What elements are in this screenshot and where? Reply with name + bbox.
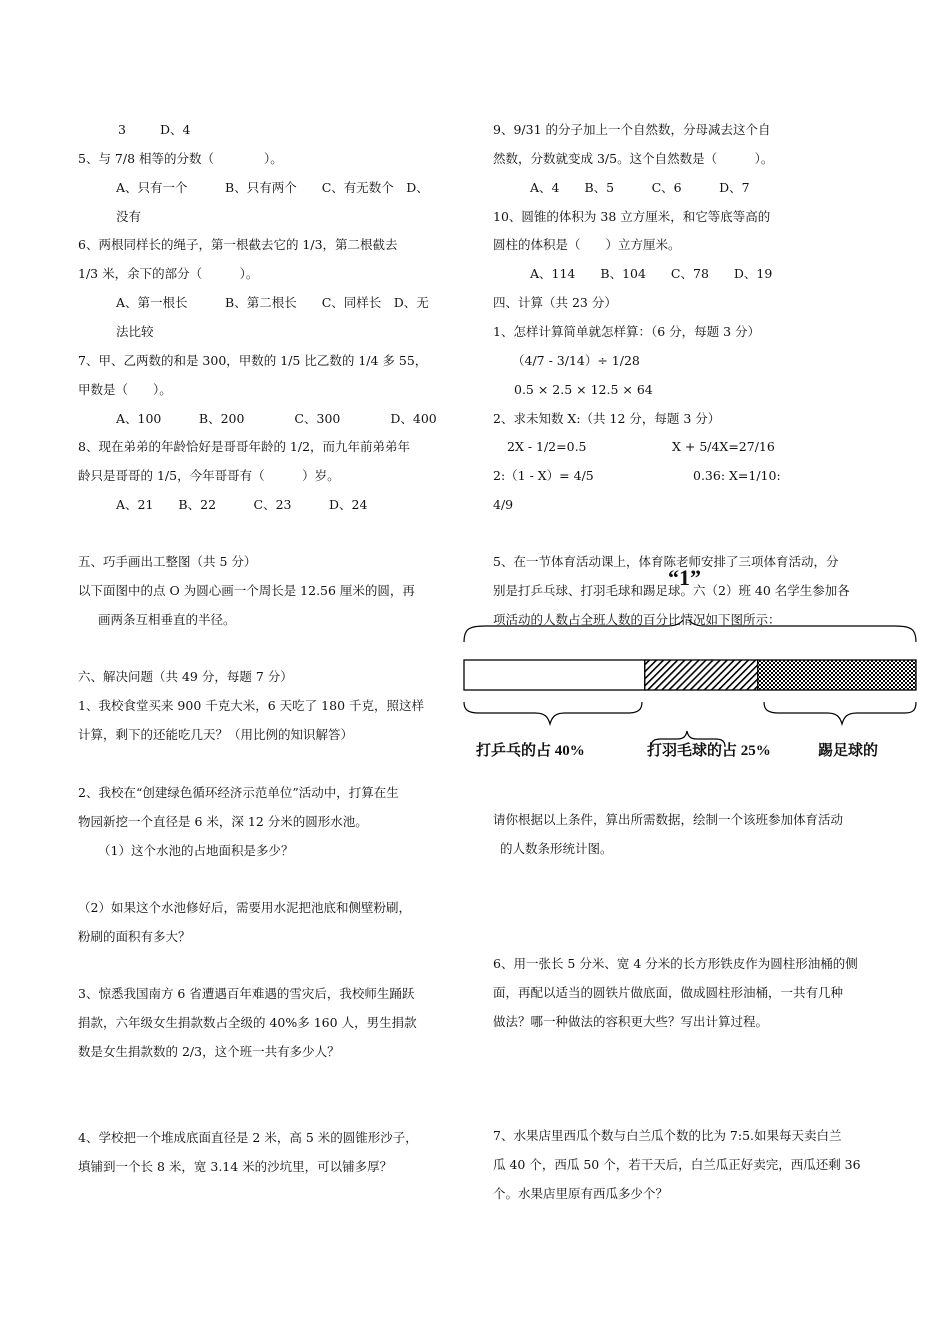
problem-5-ask-1: 请你根据以上条件，算出所需数据，绘制一个该班参加体育活动	[493, 812, 844, 827]
q6-stem-1: 6、两根同样长的绳子，第一根截去它的 1/3，第二根截去	[78, 237, 398, 252]
pingpong-label: 打乒乓的占 40%	[476, 743, 585, 759]
q6-stem-2: 1/3 米，余下的部分（ ）。	[78, 266, 259, 281]
problem-1-line-2: 计算，剩下的还能吃几天？（用比例的知识解答）	[78, 727, 354, 742]
problem-3-line-2: 捐款，六年级女生捐款数占全级的 40%多 160 人，男生捐款	[78, 1015, 417, 1030]
problem-5-line-1: 5、在一节体育活动课上，体育陈老师安排了三项体育活动，分	[493, 554, 839, 569]
q4-option-c-tail: 3	[118, 122, 126, 137]
q7-stem-1: 7、甲、乙两数的和是 300，甲数的 1/5 比乙数的 1/4 多 55，	[78, 353, 428, 368]
q6-options: A、第一根长 B、第二根长 C、同样长 D、无	[116, 295, 429, 310]
problem-7-line-1: 7、水果店里西瓜个数与白兰瓜个数的比为 7:5.如果每天卖白兰	[493, 1128, 842, 1143]
problem-7-line-2: 瓜 40 个，西瓜 50 个，若干天后，白兰瓜正好卖完，西瓜还剩 36	[493, 1157, 861, 1172]
football-label: 踢足球的	[818, 743, 879, 759]
calc-2-a: 2X - 1/2=0.5	[507, 439, 587, 454]
problem-2-sub-1: （1）这个水池的占地面积是多少？	[98, 843, 294, 858]
calc-1-a: （4/7 - 3/14）÷ 1/28	[512, 353, 640, 368]
calc-2-d: 0.36: X=1/10:	[693, 468, 781, 483]
bar-segment-badminton	[645, 660, 758, 690]
q7-options: A、100 B、200 C、300 D、400	[116, 411, 437, 426]
problem-2-sub-2-cont: 粉刷的面积有多大？	[78, 929, 191, 944]
q8-options: A、21 B、22 C、23 D、24	[116, 497, 368, 512]
section-6-title: 六、解决问题（共 49 分，每题 7 分）	[78, 669, 293, 684]
q10-stem-1: 10、圆锥的体积为 38 立方厘米，和它等底等高的	[493, 209, 771, 224]
calc-2-b: X + 5/4X=27/16	[672, 439, 775, 454]
section-5-line-1: 以下面图中的点 O 为圆心画一个周长是 12.56 厘米的圆，再	[78, 583, 415, 598]
bar-segment-football	[758, 660, 916, 690]
calc-2-title: 2、求未知数 X:（共 12 分，每题 3 分）	[493, 411, 721, 426]
pingpong-brace	[464, 702, 642, 724]
problem-5-line-2: 别是打乒乓球、打羽毛球和踢足球。六（2）班 40 名学生参加各	[493, 583, 850, 598]
q5-stem: 5、与 7/8 相等的分数（ ）。	[78, 151, 283, 166]
q9-options: A、4 B、5 C、6 D、7	[530, 180, 750, 195]
q5-options: A、只有一个 B、只有两个 C、有无数个 D、	[116, 180, 429, 195]
problem-5-line-3: 项活动的人数占全班人数的百分比情况如下图所示：	[493, 612, 781, 627]
problem-6-line-2: 面，再配以适当的圆铁片做底面，做成圆柱形油桶，一共有几种	[493, 985, 844, 1000]
q5-options-cont: 没有	[116, 209, 142, 224]
percentage-bar-figure	[455, 620, 925, 750]
q10-stem-2: 圆柱的体积是（ ）立方厘米。	[493, 237, 681, 252]
badminton-label: 打羽毛球的占 25%	[647, 743, 771, 759]
problem-2-line-2: 物园新挖一个直径是 6 米，深 12 分米的圆形水池。	[78, 814, 368, 829]
q8-stem-1: 8、现在弟弟的年龄恰好是哥哥年龄的 1/2，而九年前弟弟年	[78, 439, 411, 454]
q6-options-cont: 法比较	[116, 324, 154, 339]
q8-stem-2: 龄只是哥哥的 1/5，今年哥哥有（ ）岁。	[78, 468, 340, 483]
bar-segments	[464, 660, 916, 690]
problem-7-line-3: 个。水果店里原有西瓜多少个？	[493, 1186, 669, 1201]
problem-4-line-1: 4、学校把一个堆成底面直径是 2 米，高 5 米的圆锥形沙子，	[78, 1130, 418, 1145]
problem-3-line-1: 3、惊悉我国南方 6 省遭遇百年难遇的雪灾后，我校师生踊跃	[78, 986, 415, 1001]
problem-4-line-2: 填铺到一个长 8 米，宽 3.14 米的沙坑里，可以铺多厚？	[78, 1159, 393, 1174]
problem-6-line-1: 6、用一张长 5 分米、宽 4 分米的长方形铁皮作为圆柱形油桶的侧	[493, 956, 858, 971]
section-5-line-2: 画两条互相垂直的半径。	[98, 612, 236, 627]
q9-stem-2: 然数，分数就变成 3/5。这个自然数是（ ）。	[493, 151, 774, 166]
total-one-label: “1”	[668, 565, 701, 590]
q4-option-d: D、4	[160, 122, 191, 137]
football-brace	[764, 702, 916, 724]
section-5-title: 五、巧手画出工整图（共 5 分）	[78, 554, 257, 569]
problem-2-line-1: 2、我校在“创建绿色循环经济示范单位”活动中，打算在生	[78, 785, 399, 800]
total-brace	[464, 620, 916, 642]
q9-stem-1: 9、9/31 的分子加上一个自然数，分母减去这个自	[493, 122, 771, 137]
q7-stem-2: 甲数是（ ）。	[78, 382, 172, 397]
q10-options: A、114 B、104 C、78 D、19	[530, 266, 773, 281]
bar-segment-pingpong	[464, 660, 645, 690]
calc-2-c: 2:（1 - X）= 4/5	[493, 468, 594, 483]
problem-1-line-1: 1、我校食堂买来 900 千克大米，6 天吃了 180 千克，照这样	[78, 698, 424, 713]
calc-2-d-cont: 4/9	[493, 497, 514, 512]
calc-1-b: 0.5 × 2.5 × 12.5 × 64	[514, 382, 653, 397]
calc-1-title: 1、怎样计算简单就怎样算：（6 分，每题 3 分）	[493, 324, 761, 339]
problem-3-line-3: 数是女生捐款数的 2/3，这个班一共有多少人？	[78, 1044, 340, 1059]
problem-2-sub-2: （2）如果这个水池修好后，需要用水泥把池底和侧壁粉刷，	[78, 900, 411, 915]
problem-6-line-3: 做法？哪一种做法的容积更大些？写出计算过程。	[493, 1014, 769, 1029]
section-4-title: 四、计算（共 23 分）	[493, 295, 617, 310]
problem-5-ask-2: 的人数条形统计图。	[500, 841, 613, 856]
